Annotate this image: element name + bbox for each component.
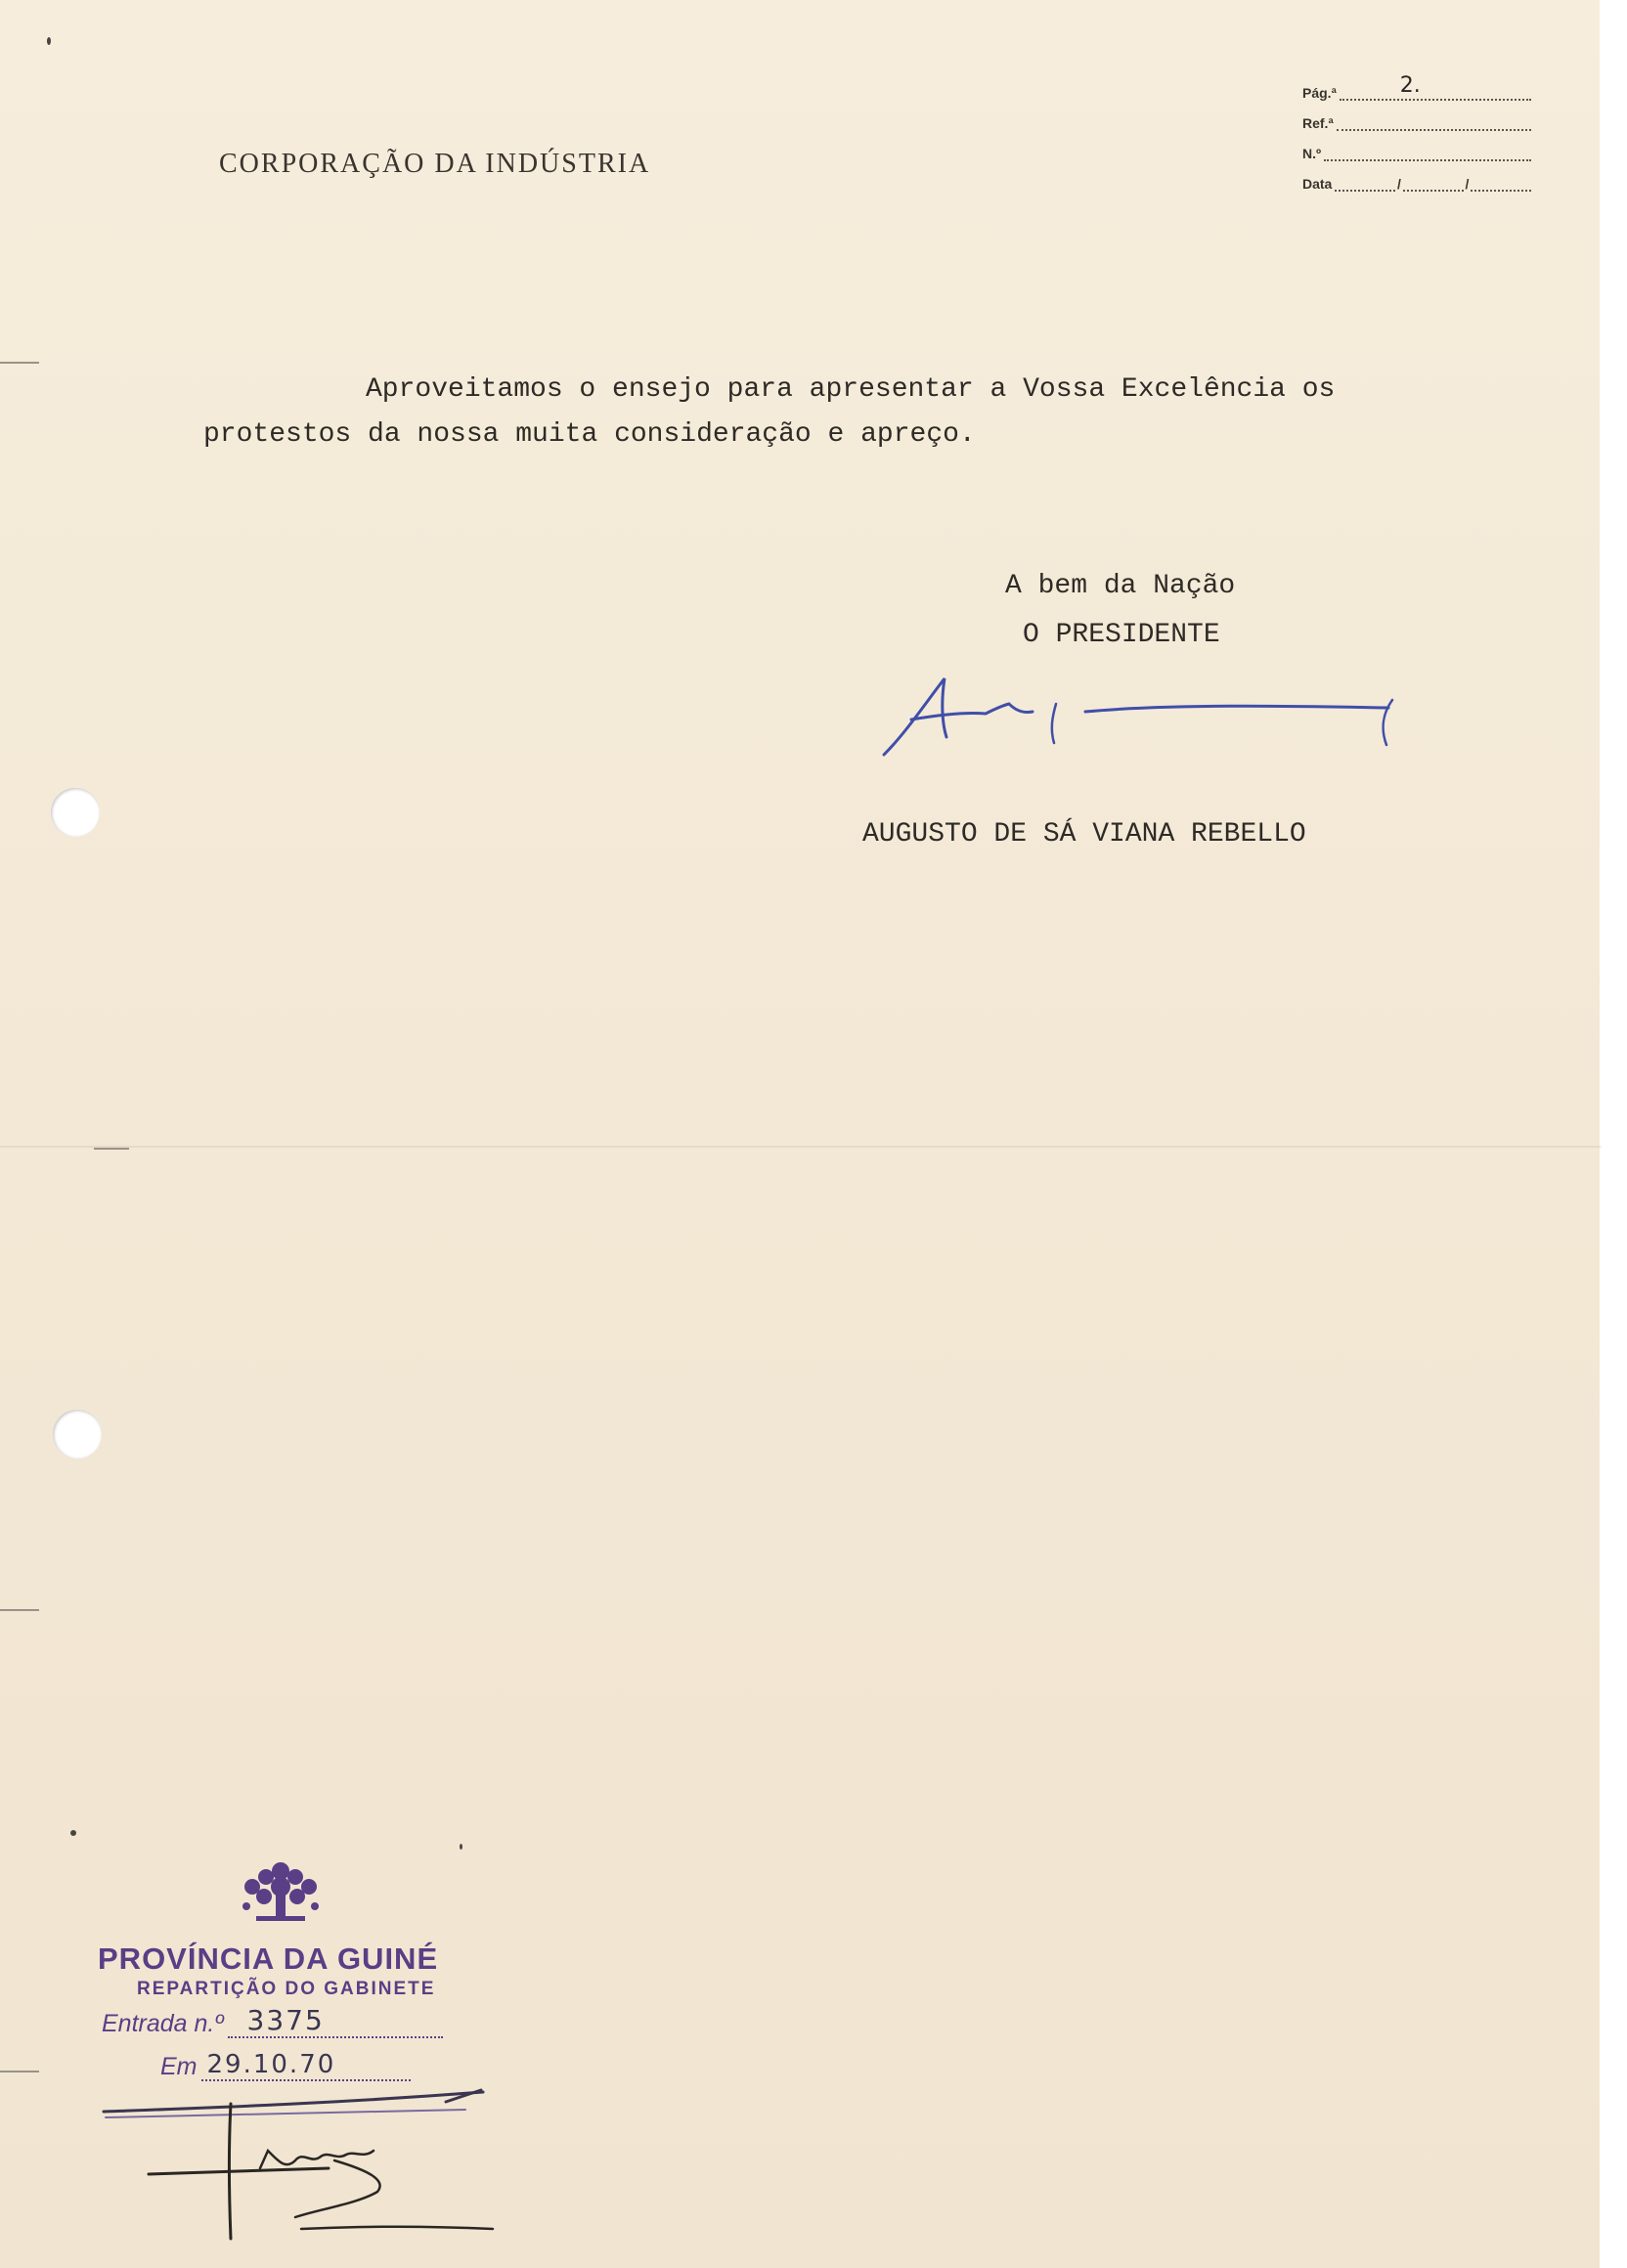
stamp-entry-field bbox=[102, 2004, 443, 2038]
date-label: Data bbox=[1302, 176, 1333, 192]
stamp-date-value: 29.10.70 bbox=[206, 2050, 336, 2079]
date-separator: / bbox=[1396, 176, 1401, 192]
scan-border bbox=[1600, 0, 1627, 2268]
margin-mark bbox=[0, 2071, 39, 2072]
stamp-entry-value: 3375 bbox=[246, 2004, 325, 2036]
paper-speck bbox=[47, 37, 51, 45]
stamp-date-label: Em bbox=[160, 2053, 198, 2080]
number-label: N.º bbox=[1302, 146, 1322, 161]
signer-name: AUGUSTO DE SÁ VIANA REBELLO bbox=[862, 819, 1306, 850]
stamp-handwritten-initials bbox=[94, 2082, 505, 2248]
stamp-province-title: PROVÍNCIA DA GUINÉ bbox=[98, 1941, 439, 1976]
punch-hole-bottom bbox=[53, 1410, 102, 1459]
page-number-field bbox=[1302, 70, 1531, 101]
margin-mark bbox=[0, 1609, 39, 1611]
punch-hole-top bbox=[51, 788, 100, 837]
closing-salutation: A bem da Nação bbox=[1005, 571, 1236, 601]
coat-of-arms-icon bbox=[227, 1854, 334, 1932]
letter-body bbox=[203, 368, 1562, 458]
signer-title: O PRESIDENTE bbox=[1023, 620, 1220, 650]
stamp-department: REPARTIÇÃO DO GABINETE bbox=[137, 1979, 436, 1999]
reference-field bbox=[1302, 101, 1531, 131]
letterhead-organization: CORPORAÇÃO DA INDÚSTRIA bbox=[219, 149, 651, 179]
page-value: 2. bbox=[1399, 73, 1421, 98]
date-field bbox=[1302, 161, 1531, 192]
margin-mark bbox=[94, 1148, 129, 1150]
stamp-entry-label: Entrada n.º bbox=[102, 2010, 224, 2037]
paper-speck bbox=[70, 1830, 76, 1836]
handwritten-signature bbox=[876, 675, 1404, 772]
date-separator: / bbox=[1465, 176, 1470, 192]
paper-fold-line bbox=[0, 1146, 1602, 1148]
receipt-stamp bbox=[94, 1848, 505, 2248]
body-line: protestos da nossa muita consideração e apreço. bbox=[203, 419, 976, 450]
margin-mark bbox=[0, 362, 39, 364]
ref-label: Ref.ª bbox=[1302, 115, 1334, 131]
stamp-date-field bbox=[160, 2050, 411, 2081]
body-line: Aproveitamos o ensejo para apresentar a Vossa Excelência os bbox=[366, 374, 1336, 405]
page-label: Pág.ª bbox=[1302, 85, 1337, 101]
reference-block bbox=[1302, 70, 1531, 192]
number-field bbox=[1302, 131, 1531, 161]
